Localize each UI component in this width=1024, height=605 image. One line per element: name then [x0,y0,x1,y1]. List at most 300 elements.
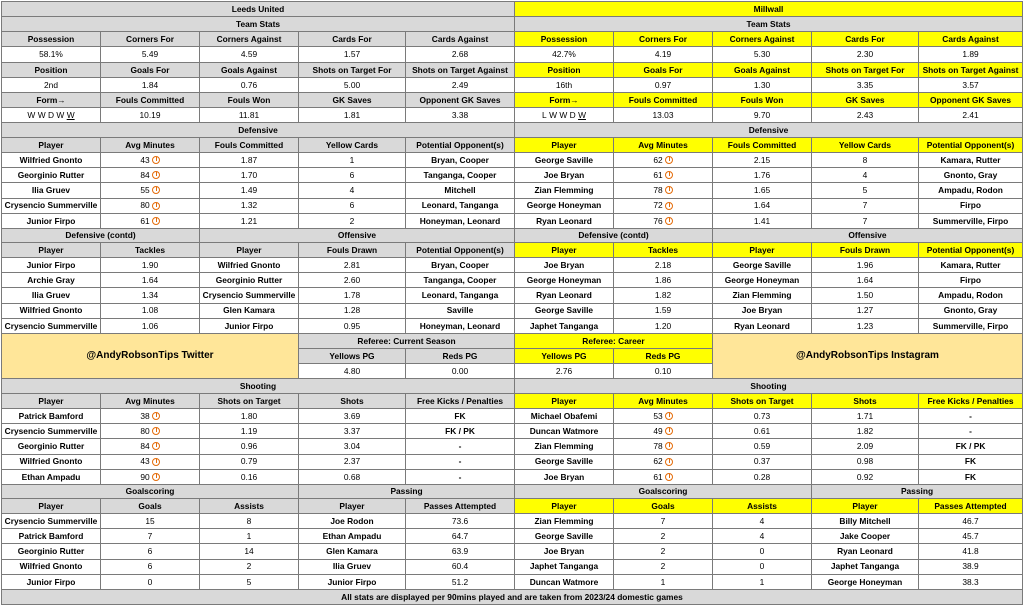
leeds-offensive-opponent: Saville [405,303,515,319]
millwall-def-opponent: Summerville, Firpo [918,213,1023,229]
stopwatch-icon [152,186,160,194]
leeds-goalscoring-player: Junior Firpo [1,574,101,590]
leeds-shooting-header: Avg Minutes [100,393,200,409]
millwall-goals: 2 [613,543,713,559]
leeds-passes-attempted: 51.2 [405,574,515,590]
leeds-offensive-player: Wilfried Gnonto [199,257,299,273]
millwall-def-yellow: 7 [811,198,919,214]
millwall-def-opponent: Gnonto, Gray [918,167,1023,183]
millwall-stat-value: 2.43 [811,107,919,123]
leeds-form-value [1,107,101,123]
millwall-tackles-value: 1.86 [613,272,713,288]
millwall-shots: 0.98 [811,454,919,470]
leeds-stat-header: Position [1,62,101,78]
leeds-assists: 1 [199,528,299,544]
leeds-tackles-value: 1.34 [100,287,200,303]
leeds-offensive-header: Potential Opponent(s) [405,242,515,258]
minutes-value: 49 [653,426,663,437]
millwall-offensive-player: Zian Flemming [712,287,812,303]
leeds-goalscoring-header: Goals [100,498,200,514]
stopwatch-icon [665,186,673,194]
millwall-def-player: George Saville [514,152,614,168]
leeds-shots: 3.69 [298,408,406,424]
leeds-def-header: Player [1,137,101,153]
leeds-assists: 5 [199,574,299,590]
millwall-tackles-player: Ryan Leonard [514,287,614,303]
leeds-def-minutes [100,182,200,198]
leeds-shots-on-target: 0.16 [199,469,299,485]
millwall-def-minutes [613,182,713,198]
leeds-shooting-minutes [100,438,200,454]
millwall-shooting-player: Zian Flemming [514,438,614,454]
leeds-tackles-player: Ilia Gruev [1,287,101,303]
leeds-offensive-opponent: Honeyman, Leonard [405,318,515,334]
stopwatch-icon [152,202,160,210]
leeds-passes-attempted: 63.9 [405,543,515,559]
millwall-def-minutes [613,152,713,168]
millwall-offensive-player: Joe Bryan [712,303,812,319]
leeds-passing-player: Ilia Gruev [298,559,406,575]
leeds-def-player: Wilfried Gnonto [1,152,101,168]
stopwatch-icon [665,202,673,210]
millwall-stat-header: Form→ [514,92,614,108]
millwall-stat-value: 1.30 [712,77,812,93]
minutes-value: 80 [140,200,150,211]
leeds-def-header: Yellow Cards [298,137,406,153]
form-result: L [542,109,547,120]
millwall-stat-header: Fouls Committed [613,92,713,108]
millwall-def-yellow: 7 [811,213,919,229]
leeds-passes-attempted: 64.7 [405,528,515,544]
leeds-shots-on-target: 1.19 [199,423,299,439]
leeds-passing-player: Joe Rodon [298,513,406,529]
leeds-free-kicks: FK [405,408,515,424]
leeds-fouls-drawn: 1.28 [298,303,406,319]
millwall-goalscoring-header: Goals [613,498,713,514]
millwall-goals: 1 [613,574,713,590]
leeds-tackles-player: Junior Firpo [1,257,101,273]
leeds-stat-value: 2.49 [405,77,515,93]
millwall-def-player: Zian Flemming [514,182,614,198]
leeds-goals: 15 [100,513,200,529]
leeds-def-yellow: 6 [298,198,406,214]
leeds-fouls-drawn: 2.60 [298,272,406,288]
leeds-passing-header: Passes Attempted [405,498,515,514]
stopwatch-icon [665,427,673,435]
leeds-stat-header: Possession [1,31,101,47]
leeds-passes-attempted: 73.6 [405,513,515,529]
millwall-assists: 0 [712,559,812,575]
millwall-stat-header: Goals For [613,62,713,78]
leeds-stat-value: 5.49 [100,46,200,63]
leeds-stat-header: GK Saves [298,92,406,108]
leeds-passing-player: Junior Firpo [298,574,406,590]
leeds-stat-header: Shots on Target For [298,62,406,78]
millwall-shots: 1.71 [811,408,919,424]
millwall-stat-value: 9.70 [712,107,812,123]
millwall-stat-header: Corners For [613,31,713,47]
millwall-shooting-player: George Saville [514,454,614,470]
leeds-tackles-value: 1.06 [100,318,200,334]
millwall-free-kicks: FK [918,454,1023,470]
millwall-stat-header: GK Saves [811,92,919,108]
millwall-goalscoring-header: Player [514,498,614,514]
stopwatch-icon [152,412,160,420]
millwall-def-fouls: 2.15 [712,152,812,168]
leeds-shooting-minutes [100,469,200,485]
millwall-passing-header: Passes Attempted [918,498,1023,514]
stopwatch-icon [152,473,160,481]
leeds-offensive-opponent: Bryan, Cooper [405,257,515,273]
millwall-goalscoring-player: George Saville [514,528,614,544]
millwall-def-minutes [613,167,713,183]
form-result: D [47,109,55,120]
leeds-shooting-header: Free Kicks / Penalties [405,393,515,409]
millwall-offensive-opponent: Summerville, Firpo [918,318,1023,334]
leeds-free-kicks: FK / PK [405,423,515,439]
millwall-passing-player: Jake Cooper [811,528,919,544]
leeds-def-yellow: 1 [298,152,406,168]
millwall-tackles-player: George Saville [514,303,614,319]
stopwatch-icon [152,442,160,450]
minutes-value: 61 [140,215,150,226]
referee-header: Yellows PG [514,348,614,364]
leeds-shots: 3.04 [298,438,406,454]
millwall-assists: 0 [712,543,812,559]
millwall-stat-header: Position [514,62,614,78]
millwall-offensive-header: Potential Opponent(s) [918,242,1023,258]
millwall-shooting-header: Avg Minutes [613,393,713,409]
leeds-offensive-opponent: Leonard, Tanganga [405,287,515,303]
millwall-goalscoring-header: Assists [712,498,812,514]
leeds-def-opponent: Bryan, Cooper [405,152,515,168]
minutes-value: 55 [140,185,150,196]
leeds-stat-value: 1.57 [298,46,406,63]
leeds-stat-value: 0.76 [199,77,299,93]
leeds-def-minutes [100,167,200,183]
leeds-def-opponent: Leonard, Tanganga [405,198,515,214]
millwall-shots: 0.92 [811,469,919,485]
minutes-value: 61 [653,471,663,482]
millwall-stat-value: 2.41 [918,107,1023,123]
millwall-free-kicks: - [918,423,1023,439]
leeds-shooting-minutes [100,423,200,439]
form-result: W [37,109,46,120]
millwall-passes-attempted: 38.3 [918,574,1023,590]
minutes-value: 62 [653,154,663,165]
leeds-free-kicks: - [405,454,515,470]
millwall-passes-attempted: 46.7 [918,513,1023,529]
stopwatch-icon [665,217,673,225]
leeds-shots: 2.37 [298,454,406,470]
millwall-def-fouls: 1.64 [712,198,812,214]
millwall-offensive-opponent: Firpo [918,272,1023,288]
minutes-value: 43 [140,154,150,165]
leeds-shots: 0.68 [298,469,406,485]
leeds-stat-value: 5.00 [298,77,406,93]
millwall-shots-on-target: 0.61 [712,423,812,439]
millwall-def-header: Potential Opponent(s) [918,137,1023,153]
leeds-shots-on-target: 0.96 [199,438,299,454]
minutes-value: 62 [653,456,663,467]
minutes-value: 84 [140,441,150,452]
millwall-passes-attempted: 45.7 [918,528,1023,544]
leeds-passing-header: Player [298,498,406,514]
millwall-shooting-header: Player [514,393,614,409]
millwall-shooting-minutes [613,423,713,439]
millwall-assists: 1 [712,574,812,590]
leeds-goals: 6 [100,559,200,575]
millwall-assists: 4 [712,528,812,544]
stopwatch-icon [665,171,673,179]
millwall-passing-player: George Honeyman [811,574,919,590]
leeds-def-header: Avg Minutes [100,137,200,153]
millwall-offensive-header: Fouls Drawn [811,242,919,258]
millwall-shots-on-target: 0.59 [712,438,812,454]
millwall-def-fouls: 1.65 [712,182,812,198]
form-result: W [66,109,75,120]
leeds-offensive-player: Crysencio Summerville [199,287,299,303]
leeds-shooting-title: Shooting [1,378,515,394]
millwall-shots-on-target: 0.73 [712,408,812,424]
millwall-goals: 2 [613,528,713,544]
leeds-fouls-drawn: 2.81 [298,257,406,273]
leeds-assists: 2 [199,559,299,575]
leeds-stat-value: 1.84 [100,77,200,93]
leeds-tackles-player: Archie Gray [1,272,101,288]
millwall-goalscoring-player: Joe Bryan [514,543,614,559]
millwall-goals: 7 [613,513,713,529]
millwall-stat-header: Shots on Target For [811,62,919,78]
millwall-shooting-player: Duncan Watmore [514,423,614,439]
leeds-def-player: Georginio Rutter [1,167,101,183]
leeds-goals: 0 [100,574,200,590]
minutes-value: 78 [653,185,663,196]
leeds-stat-header: Fouls Won [199,92,299,108]
millwall-fouls-drawn: 1.23 [811,318,919,334]
leeds-def-contd-header: Player [1,242,101,258]
referee-header: Reds PG [613,348,713,364]
leeds-shooting-minutes [100,408,200,424]
millwall-tackles-value: 1.59 [613,303,713,319]
leeds-offensive-opponent: Tanganga, Cooper [405,272,515,288]
leeds-def-contd-header: Tackles [100,242,200,258]
leeds-stat-header: Shots on Target Against [405,62,515,78]
millwall-def-player: Joe Bryan [514,167,614,183]
millwall-goalscoring-player: Zian Flemming [514,513,614,529]
leeds-def-fouls: 1.70 [199,167,299,183]
millwall-passing-player: Billy Mitchell [811,513,919,529]
millwall-tackles-player: George Honeyman [514,272,614,288]
millwall-team-stats-title: Team Stats [514,16,1023,32]
millwall-shooting-minutes [613,408,713,424]
leeds-stat-header: Form→ [1,92,101,108]
millwall-shooting-minutes [613,454,713,470]
millwall-shooting-title: Shooting [514,378,1023,394]
millwall-passing-player: Ryan Leonard [811,543,919,559]
minutes-value: 90 [140,471,150,482]
millwall-goalscoring-title: Goalscoring [514,484,812,499]
leeds-def-minutes [100,213,200,229]
leeds-fouls-drawn: 1.78 [298,287,406,303]
millwall-shooting-header: Shots on Target [712,393,812,409]
leeds-offensive-player: Glen Kamara [199,303,299,319]
millwall-form-value [514,107,614,123]
referee-career-reds: 0.10 [613,363,713,379]
leeds-goals: 7 [100,528,200,544]
leeds-stat-value: 4.59 [199,46,299,63]
millwall-stat-header: Shots on Target Against [918,62,1023,78]
form-result: W [549,109,557,120]
leeds-def-yellow: 2 [298,213,406,229]
leeds-def-opponent: Tanganga, Cooper [405,167,515,183]
leeds-tackles-value: 1.64 [100,272,200,288]
millwall-fouls-drawn: 1.27 [811,303,919,319]
minutes-value: 72 [653,200,663,211]
referee-header: Reds PG [405,348,515,364]
millwall-def-fouls: 1.41 [712,213,812,229]
footer-note: All stats are displayed per 90mins played and are taken from 2023/24 domestic games [1,589,1023,605]
leeds-stat-value: 1.81 [298,107,406,123]
millwall-shooting-player: Joe Bryan [514,469,614,485]
millwall-stat-header: Cards Against [918,31,1023,47]
millwall-def-contd-title: Defensive (contd) [514,228,713,243]
millwall-free-kicks: FK [918,469,1023,485]
millwall-offensive-opponent: Kamara, Rutter [918,257,1023,273]
millwall-def-opponent: Firpo [918,198,1023,214]
leeds-offensive-player: Junior Firpo [199,318,299,334]
millwall-stat-value: 3.35 [811,77,919,93]
leeds-stat-value: 2nd [1,77,101,93]
leeds-def-fouls: 1.49 [199,182,299,198]
millwall-shooting-minutes [613,469,713,485]
leeds-defensive-title: Defensive [1,122,515,138]
leeds-stat-value: 2.68 [405,46,515,63]
leeds-goalscoring-header: Player [1,498,101,514]
minutes-value: 53 [653,410,663,421]
stopwatch-icon [152,458,160,466]
leeds-goalscoring-title: Goalscoring [1,484,299,499]
minutes-value: 78 [653,441,663,452]
leeds-def-yellow: 4 [298,182,406,198]
leeds-def-contd-title: Defensive (contd) [1,228,200,243]
millwall-tackles-player: Joe Bryan [514,257,614,273]
form-result: W [27,109,36,120]
millwall-def-contd-header: Tackles [613,242,713,258]
leeds-stat-value: 3.38 [405,107,515,123]
millwall-shots-on-target: 0.37 [712,454,812,470]
leeds-def-minutes [100,152,200,168]
stopwatch-icon [152,171,160,179]
leeds-shots-on-target: 1.80 [199,408,299,424]
millwall-offensive-opponent: Gnonto, Gray [918,303,1023,319]
millwall-tackles-player: Japhet Tanganga [514,318,614,334]
millwall-shooting-player: Michael Obafemi [514,408,614,424]
leeds-passes-attempted: 60.4 [405,559,515,575]
leeds-def-fouls: 1.21 [199,213,299,229]
millwall-stat-value: 4.19 [613,46,713,63]
leeds-stat-header: Goals Against [199,62,299,78]
referee-career-yellows: 2.76 [514,363,614,379]
millwall-stat-header: Cards For [811,31,919,47]
millwall-def-header: Player [514,137,614,153]
leeds-goalscoring-player: Georginio Rutter [1,543,101,559]
leeds-stat-header: Fouls Committed [100,92,200,108]
millwall-shooting-header: Free Kicks / Penalties [918,393,1023,409]
leeds-free-kicks: - [405,438,515,454]
form-result: W [578,109,586,120]
millwall-stat-header: Opponent GK Saves [918,92,1023,108]
leeds-goals: 6 [100,543,200,559]
millwall-offensive-title: Offensive [712,228,1023,243]
form-result: D [569,109,576,120]
leeds-def-minutes [100,198,200,214]
millwall-fouls-drawn: 1.96 [811,257,919,273]
leeds-assists: 14 [199,543,299,559]
millwall-shots: 2.09 [811,438,919,454]
leeds-shooting-header: Player [1,393,101,409]
millwall-passing-player: Japhet Tanganga [811,559,919,575]
minutes-value: 43 [140,456,150,467]
leeds-stat-header: Cards Against [405,31,515,47]
stopwatch-icon [152,217,160,225]
stopwatch-icon [665,473,673,481]
stopwatch-icon [665,412,673,420]
leeds-stat-value: 11.81 [199,107,299,123]
millwall-passing-title: Passing [811,484,1023,499]
leeds-stat-value: 10.19 [100,107,200,123]
minutes-value: 80 [140,426,150,437]
millwall-offensive-player: George Honeyman [712,272,812,288]
leeds-offensive-header: Fouls Drawn [298,242,406,258]
millwall-goalscoring-player: Duncan Watmore [514,574,614,590]
leeds-shooting-player: Crysencio Summerville [1,423,101,439]
leeds-team-stats-title: Team Stats [1,16,515,32]
millwall-def-header: Avg Minutes [613,137,713,153]
stopwatch-icon [152,156,160,164]
millwall-stat-header: Goals Against [712,62,812,78]
millwall-def-minutes [613,198,713,214]
millwall-tackles-value: 2.18 [613,257,713,273]
millwall-tackles-value: 1.20 [613,318,713,334]
millwall-def-player: George Honeyman [514,198,614,214]
minutes-value: 84 [140,170,150,181]
millwall-team-title: Millwall [514,1,1023,17]
leeds-def-player: Crysencio Summerville [1,198,101,214]
stopwatch-icon [665,156,673,164]
leeds-def-fouls: 1.87 [199,152,299,168]
millwall-stat-header: Possession [514,31,614,47]
millwall-passes-attempted: 38.9 [918,559,1023,575]
leeds-goalscoring-header: Assists [199,498,299,514]
millwall-fouls-drawn: 1.50 [811,287,919,303]
leeds-shooting-player: Ethan Ampadu [1,469,101,485]
millwall-def-minutes [613,213,713,229]
millwall-stat-header: Corners Against [712,31,812,47]
leeds-shooting-player: Patrick Bamford [1,408,101,424]
millwall-stat-value: 2.30 [811,46,919,63]
millwall-def-yellow: 5 [811,182,919,198]
leeds-fouls-drawn: 0.95 [298,318,406,334]
referee-current-reds: 0.00 [405,363,515,379]
referee-current-yellows: 4.80 [298,363,406,379]
leeds-tackles-player: Crysencio Summerville [1,318,101,334]
millwall-stat-value: 5.30 [712,46,812,63]
millwall-stat-value: 42.7% [514,46,614,63]
millwall-goalscoring-player: Japhet Tanganga [514,559,614,575]
millwall-def-player: Ryan Leonard [514,213,614,229]
leeds-def-header: Potential Opponent(s) [405,137,515,153]
